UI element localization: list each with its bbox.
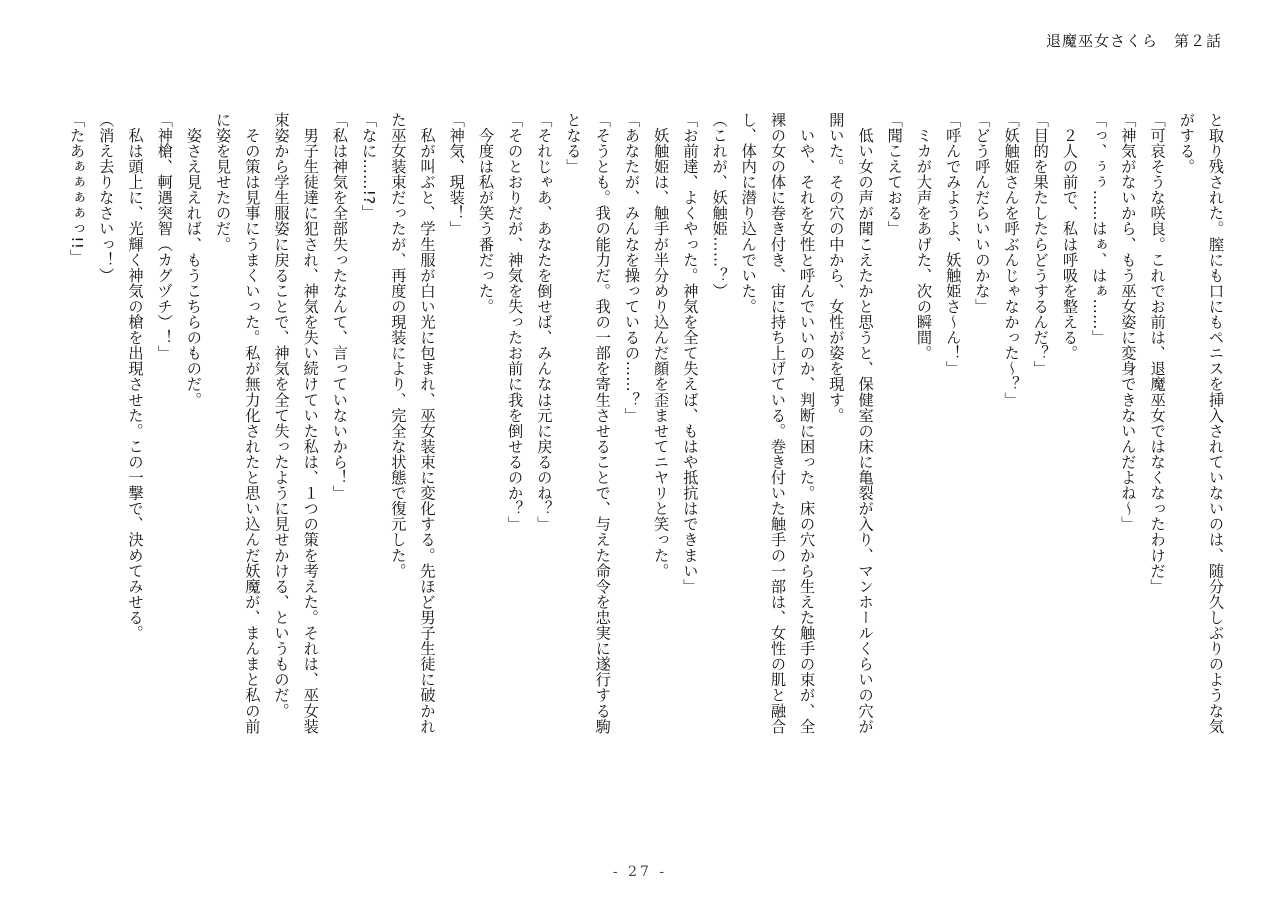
text-line: 「目的を果たしたらどうするんだ？」 xyxy=(1031,112,1050,377)
text-line: 「そうとも。我の能力だ。我の一部を寄生させることで、与えた命令を忠実に遂行する駒 xyxy=(593,112,612,734)
text-line: （消え去りなさいっ！） xyxy=(97,112,116,284)
text-line: 「どう呼んだらいいのかな」 xyxy=(973,112,992,315)
text-line: がする。 xyxy=(1177,112,1196,175)
text-line: と取り残された。膣にも口にもペニスを挿入されていないのは、随分久しぶりのような気 xyxy=(1207,112,1225,734)
text-line: 「神槍、軻遇突智（カグヅチ）！」 xyxy=(155,112,174,361)
text-line: 「可哀そうな咲良。これでお前は、退魔巫女ではなくなったわけだ」 xyxy=(1148,112,1167,595)
text-line: 「神気がないから、もう巫女姿に変身できないんだよね～」 xyxy=(1119,112,1138,532)
text-line: 「妖触姫さんを呼ぶんじゃなかった～？」 xyxy=(1002,112,1021,408)
text-line: に姿を見せたのだ。 xyxy=(214,112,233,252)
text-line: 「呼んでみようよ、妖触姫さ～ん！」 xyxy=(944,112,963,377)
text-line: 裸の女の体に巻き付き、宙に持ち上げている。巻き付いた触手の一部は、女性の肌と融合 xyxy=(768,112,787,734)
text-line: いや、それを女性と呼んでいいのか、判断に困った。床の穴から生えた触手の束が、全 xyxy=(798,112,817,734)
text-line: た巫女装束だったが、再度の現装により、完全な状態で復元した。 xyxy=(389,112,408,579)
text-line: 「っ、ぅぅ……はぁ、はぁ……」 xyxy=(1090,112,1109,346)
text-line: 妖触姫は、触手が半分めり込んだ顔を歪ませてニヤリと笑った。 xyxy=(652,112,671,579)
text-line: ミカが大声をあげた、次の瞬間。 xyxy=(914,112,933,361)
text-line: 男子生徒達に犯され、神気を失い続けていた私は、１つの策を考えた。それは、巫女装 xyxy=(301,112,320,734)
page-header-title: 退魔巫女さくら 第２話 xyxy=(1045,32,1222,50)
text-line: （これが、妖触姫……？） xyxy=(710,112,729,299)
text-line: その策は見事にうまくいった。私が無力化されたと思い込んだ妖魔が、まんまと私の前 xyxy=(243,112,262,734)
text-line: 「神気、現装！」 xyxy=(447,112,466,237)
page-number: - 27 - xyxy=(612,864,668,880)
text-line: 「たあぁぁぁぁっ!!」 xyxy=(68,112,87,265)
vertical-body-text xyxy=(50,112,1230,824)
text-line: 「それじゃあ、あなたを倒せば、みんなは元に戻るのね？」 xyxy=(535,112,554,532)
text-line: 「私は神気を全部失ったなんて、言っていないから！」 xyxy=(330,112,349,501)
text-line: 私が叫ぶと、学生服が白い光に包まれ、巫女装束に変化する。先ほど男子生徒に破かれ xyxy=(418,112,437,734)
text-line: 私は頭上に、光輝く神気の槍を出現させた。この一撃で、決めてみせる。 xyxy=(126,112,145,641)
text-line: 「なに……!?」 xyxy=(360,112,379,221)
text-line: し、体内に潜り込んでいた。 xyxy=(739,112,758,315)
text-line: 「あなたが、みんなを操っているの……？」 xyxy=(622,112,641,423)
text-line: 開いた。その穴の中から、女性が姿を現す。 xyxy=(827,112,846,423)
text-line: ２人の前で、私は呼吸を整える。 xyxy=(1060,112,1079,361)
text-line: 「そのとおりだが、神気を失ったお前に我を倒せるのか？」 xyxy=(506,112,525,532)
text-line: 束姿から学生服姿に戻ることで、神気を全て失ったように見せかける、というものだ。 xyxy=(272,112,291,719)
text-line: 低い女の声が聞こえたかと思うと、保健室の床に亀裂が入り、マンホールくらいの穴が xyxy=(856,112,875,734)
text-line: 「お前達、よくやった。神気を全て失えば、もはや抵抗はできまい」 xyxy=(681,112,700,595)
text-line: 今度は私が笑う番だった。 xyxy=(476,112,495,315)
text-line: となる」 xyxy=(564,112,583,175)
text-line: 「聞こえておる」 xyxy=(885,112,904,237)
text-line: 姿さえ見えれば、もうこちらのものだ。 xyxy=(184,112,203,408)
